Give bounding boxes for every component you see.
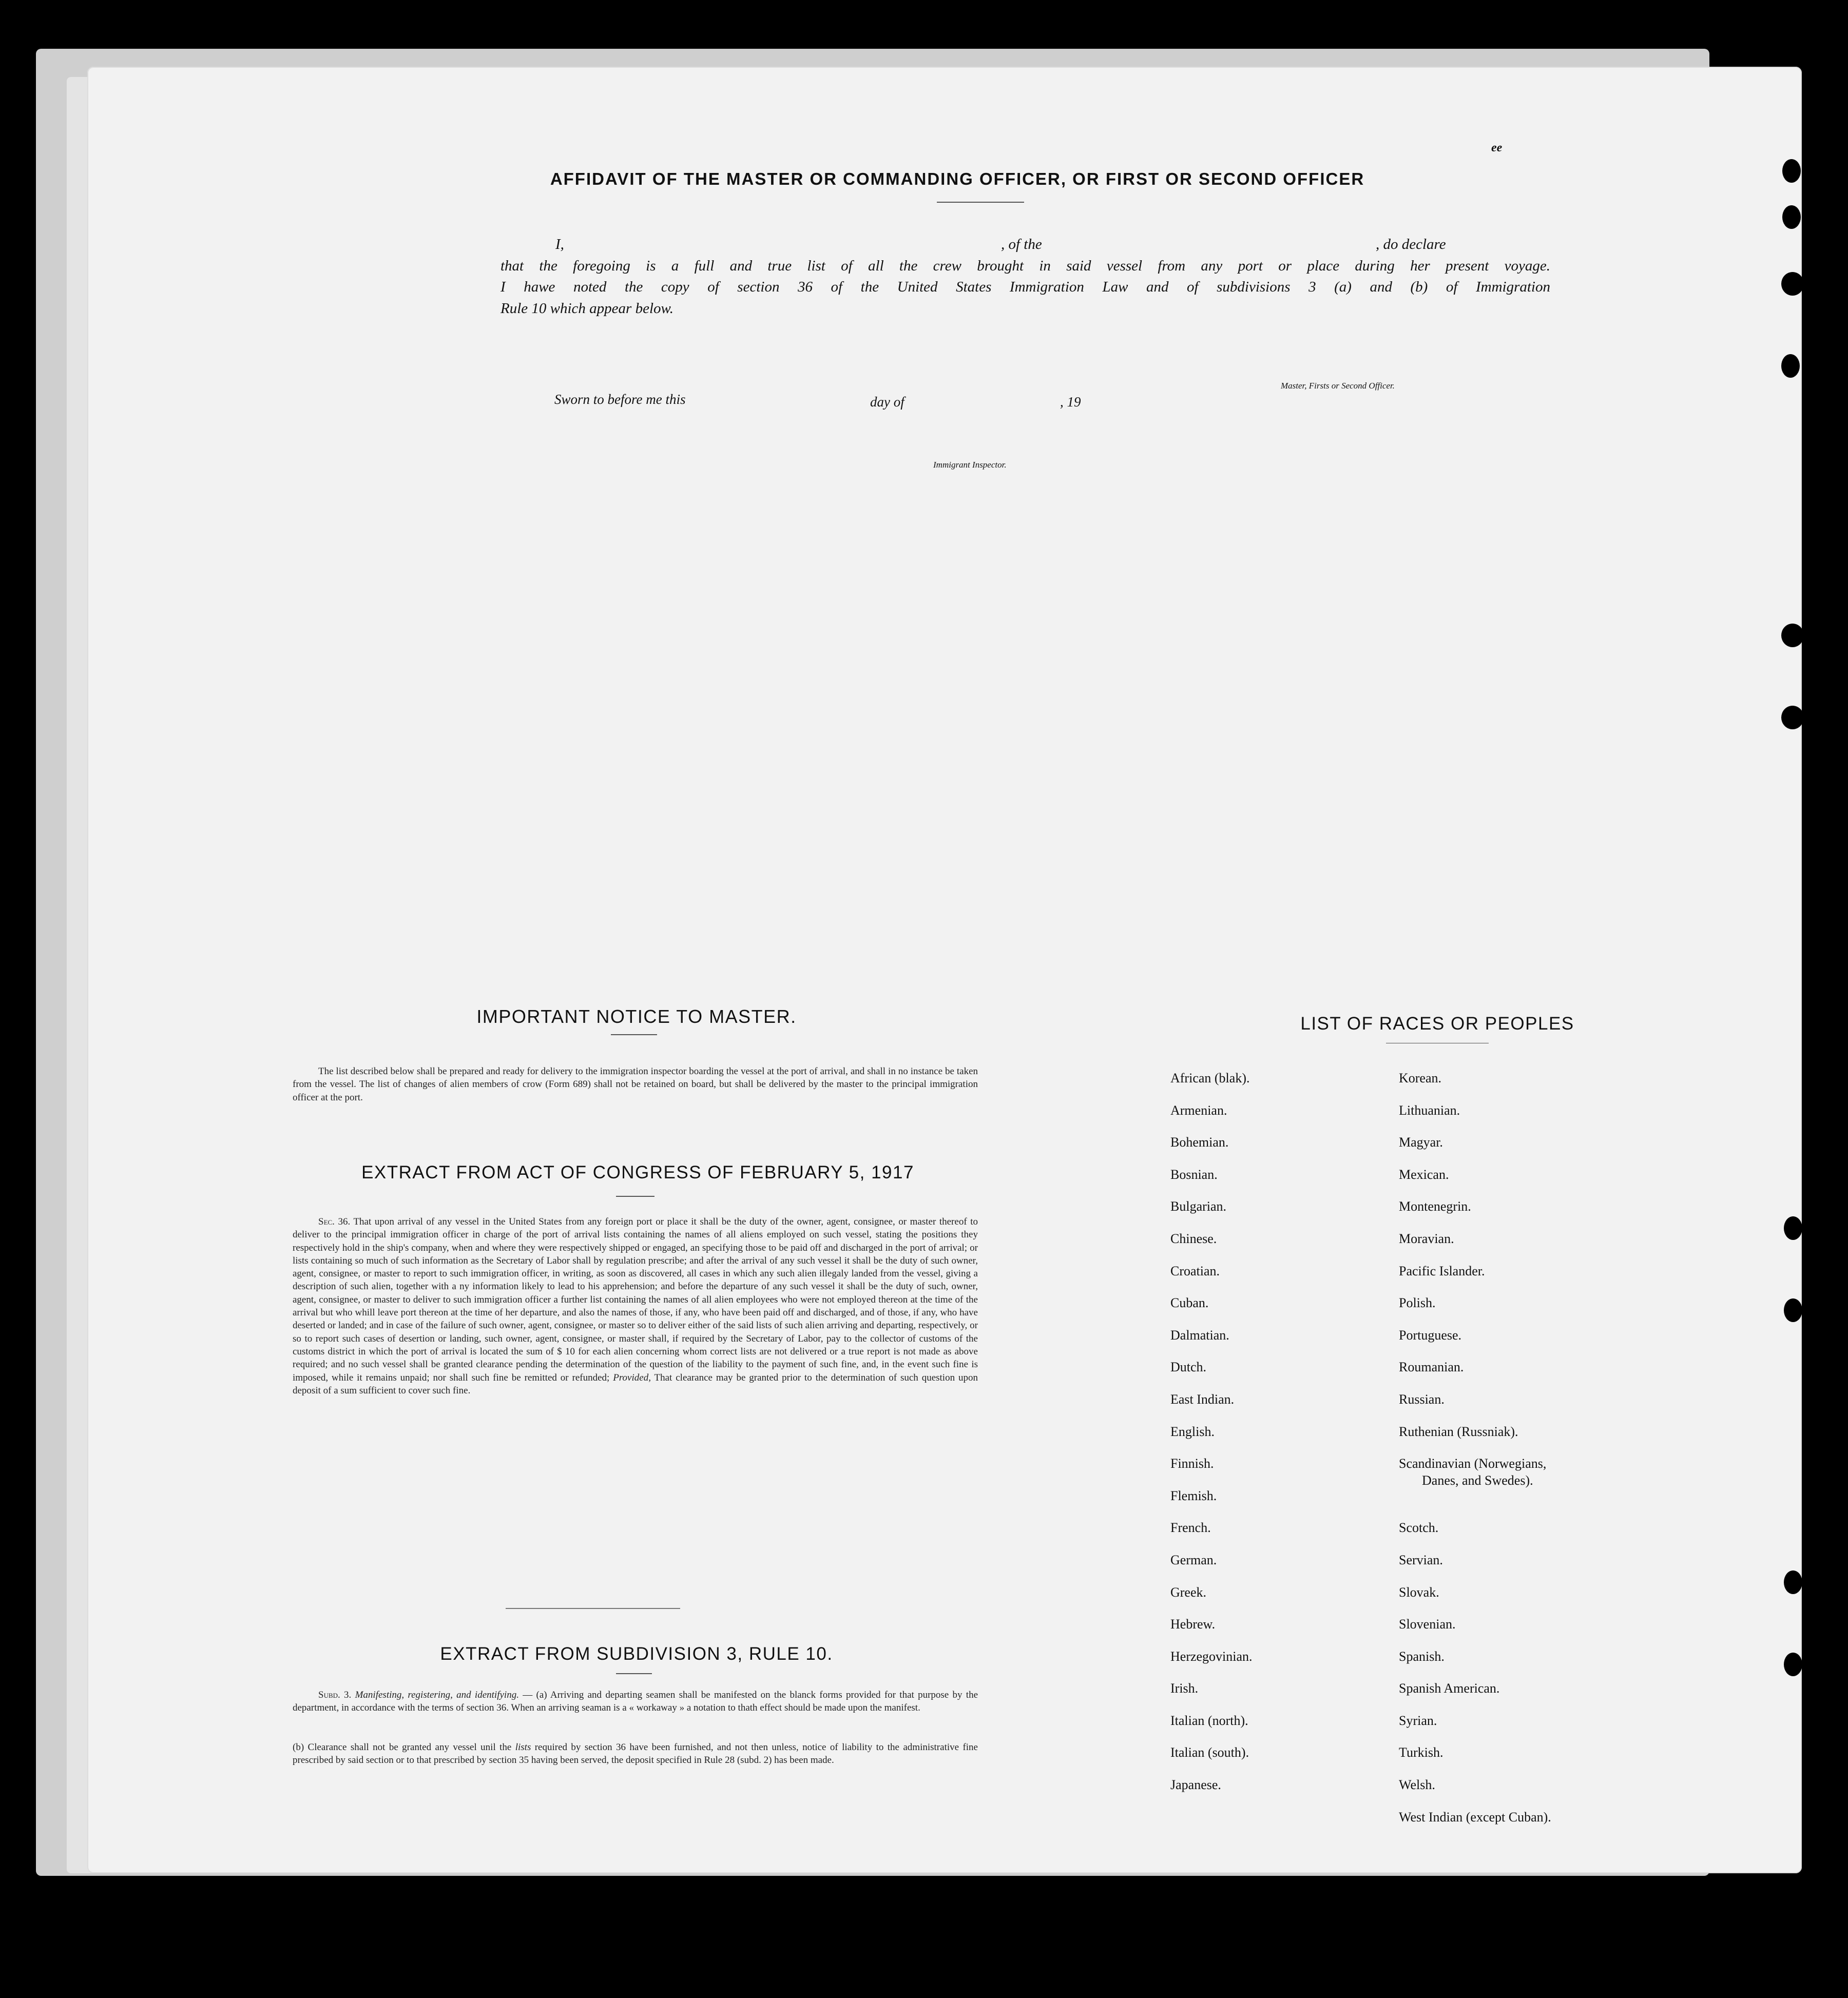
race-item: Bohemian. [1170, 1135, 1229, 1150]
race-item: Spanish American. [1399, 1681, 1500, 1696]
rule-title: EXTRACT FROM SUBDIVISION 3, RULE 10. [440, 1644, 833, 1664]
race-item: French. [1170, 1520, 1211, 1536]
race-item: Portuguese. [1399, 1327, 1462, 1343]
notice-rule [611, 1034, 657, 1035]
sworn-year: , 19 [1060, 394, 1081, 410]
race-item: Bosnian. [1170, 1167, 1218, 1182]
section-divider [506, 1608, 680, 1609]
notice-title: IMPORTANT NOTICE TO MASTER. [476, 1006, 797, 1027]
race-item: Moravian. [1399, 1231, 1454, 1246]
rule-rule [616, 1673, 652, 1674]
race-item: English. [1170, 1424, 1215, 1439]
affidavit-line-4: Rule 10 which appear below. [500, 300, 673, 317]
races-right-column [1399, 1062, 1551, 1833]
race-item: Slovenian. [1399, 1617, 1456, 1632]
binder-hole [1782, 205, 1801, 229]
binder-hole [1781, 706, 1804, 729]
race-item: German. [1170, 1552, 1217, 1567]
act-rule [616, 1196, 654, 1197]
race-item: Danes, and Swedes). [1422, 1472, 1533, 1488]
rule-text-b: (b) Clearance shall not be granted any vessel unil the lists required by section 36 have been furnished, and not then unless, notice of liability to the administrative fine prescribed by said section or to that prescribed by section 35 having been served, the deposit specified in Rule 28 (subd. 2) has been made. [293, 1742, 978, 1766]
race-item: Italian (north). [1170, 1713, 1248, 1728]
race-item: Armenian. [1170, 1102, 1227, 1118]
affidavit-i: I, [555, 236, 564, 253]
race-item: Cuban. [1170, 1295, 1209, 1311]
race-item: Herzegovinian. [1170, 1648, 1253, 1664]
race-item: Chinese. [1170, 1231, 1217, 1246]
race-item: Flemish. [1170, 1488, 1217, 1503]
document-page [87, 67, 1802, 1873]
race-item: Servian. [1399, 1552, 1443, 1567]
sworn-day-of: day of [870, 394, 904, 410]
race-item: Ruthenian (Russniak). [1399, 1424, 1518, 1439]
affidavit-title: AFFIDAVIT OF THE MASTER OR COMMANDING OFFICER, OR FIRST OR SECOND OFFICER [550, 169, 1365, 188]
binder-hole [1781, 354, 1800, 378]
affidavit-declare: , do declare [1376, 236, 1446, 253]
binder-hole [1784, 1570, 1802, 1594]
binder-hole [1784, 1216, 1802, 1240]
race-item: Irish. [1170, 1681, 1199, 1696]
affidavit-of-the: , of the [1001, 236, 1042, 253]
notice-text: The list described below shall be prepared and ready for delivery to the immigration inspector boarding the vessel at the port of arrival, and shall in no instance be taken from the vessel. The list of changes of alien members of crow (Form 689) shall not be retained on board, but shall be delivered by the master to the principal immigration officer at the port. [293, 1066, 978, 1103]
binder-hole [1781, 272, 1804, 296]
title-rule [937, 202, 1024, 203]
race-item: West Indian (except Cuban). [1399, 1809, 1551, 1825]
race-item: East Indian. [1170, 1391, 1235, 1407]
race-item: Magyar. [1399, 1135, 1443, 1150]
race-item: Polish. [1399, 1295, 1436, 1311]
race-item: Scandinavian (Norwegians, [1399, 1456, 1547, 1471]
race-item: Dalmatian. [1170, 1327, 1229, 1343]
inspector-label: Immigrant Inspector. [933, 460, 1007, 470]
race-item: Lithuanian. [1399, 1102, 1460, 1118]
race-item: Russian. [1399, 1391, 1445, 1407]
signature-label: Master, Firsts or Second Officer. [1281, 381, 1395, 391]
rule-text-a: Subd. 3. Manifesting, registering, and identifying. — (a) Arriving and departing seamen shall be manifested on the blanck forms provided for that purpose by the department, in accordance with the terms of section 36. When an arriving seaman is a « workaway » a notation to thath effect should be made upon the manifest. [293, 1690, 978, 1714]
race-item: Greek. [1170, 1584, 1207, 1600]
act-title: EXTRACT FROM ACT OF CONGRESS OF FEBRUARY 5, 1917 [361, 1162, 914, 1182]
race-item: African (blak). [1170, 1071, 1250, 1085]
binder-hole [1781, 624, 1804, 647]
race-item: Scotch. [1399, 1520, 1439, 1536]
act-text: Sec. 36. That upon arrival of any vessel in the United States from any foreign port or place it shall be the duty of the owner, agent, consignee, or master thereof to deliver to the principal immigration officer in charge of the port of arrival lists containing the names of all aliens employed on such vessel, stating the positions they respectively hold in the ship's company, when and where they were respectively shipped or engaged, an specifying those to be paid off and discharged in the port of arrival; or lists containing so much of such information as the Secretary of Labor shall by regulation prescribe; and after the arrival of any such vessel it shall be the duty of such owner, agent, consignee, or master to report to such immigration officer, in writing, as soon as discovered, all cases in which any such alien illegaly landed from the vessel, giving a description of such alien, together with a ny information likely to lead to his apprehension; and before the departure of any such vessel it shall be the duty of such, owner, agent, consignee, or master to deliver to such immigration officer a further list containing the names of all alien employees who were not employed thereon at the time of the arrival but who whill leave port thereon at the time of her departure, and also the names of those, if any, who have been paid off and discharged, and of those, if any, who have deserted or landed; and in case of the failure of such owner, agent, consignee, or master so to deliver either of the said lists of such alien arriving and departing, respectively, or so to report such cases of desertion or landing, such owner, agent, consignee, or master shall, if required by the Secretary of Labor, pay to the collector of customs of the customs district in which the port of arrival is located the sum of $ 10 for each alien concerning whom correct lists are not delivered or a true report is not made as above required; and no such vessel shall be granted clearance pending the determination of the question of the liability to the payment of such fine, and, in the event such fine is imposed, while it remains unpaid; nor shall such fine be remitted or refunded; Provided, That clearance may be granted prior to the determination of such question upon deposit of a sum sufficient to cover such fine. [293, 1216, 978, 1396]
race-item: Finnish. [1170, 1456, 1214, 1471]
race-item: Mexican. [1399, 1167, 1449, 1182]
race-item: Spanish. [1399, 1648, 1445, 1664]
race-item: Italian (south). [1170, 1745, 1249, 1760]
binder-hole [1784, 1298, 1802, 1322]
affidavit-line-3: I hawe noted the copy of section 36 of the United States Immigration Law and of subdivisions 3 (a) and (b) of Immigration [500, 279, 1550, 295]
race-item: Bulgarian. [1170, 1199, 1227, 1214]
race-item: Croatian. [1170, 1263, 1220, 1278]
race-item: Turkish. [1399, 1745, 1443, 1760]
race-item: Syrian. [1399, 1713, 1437, 1728]
races-left-column [1170, 1062, 1253, 1801]
race-item: Korean. [1399, 1071, 1442, 1085]
sworn-text: Sworn to before me this [554, 392, 686, 407]
race-item: Dutch. [1170, 1360, 1207, 1375]
races-title: LIST OF RACES OR PEOPLES [1300, 1014, 1574, 1034]
race-item: Hebrew. [1170, 1617, 1216, 1632]
race-item: Roumanian. [1399, 1360, 1464, 1375]
binder-hole [1782, 159, 1801, 183]
race-item: Welsh. [1399, 1777, 1435, 1793]
affidavit-line-2: that the foregoing is a full and true list of all the crew brought in said vessel from any port or place during her present voyage. [500, 258, 1550, 274]
binder-hole [1784, 1653, 1802, 1676]
race-item: Japanese. [1170, 1777, 1221, 1793]
race-item: Slovak. [1399, 1584, 1439, 1600]
corner-mark: ee [1491, 141, 1503, 154]
race-item: Montenegrin. [1399, 1199, 1471, 1214]
race-item: Pacific Islander. [1399, 1263, 1485, 1278]
